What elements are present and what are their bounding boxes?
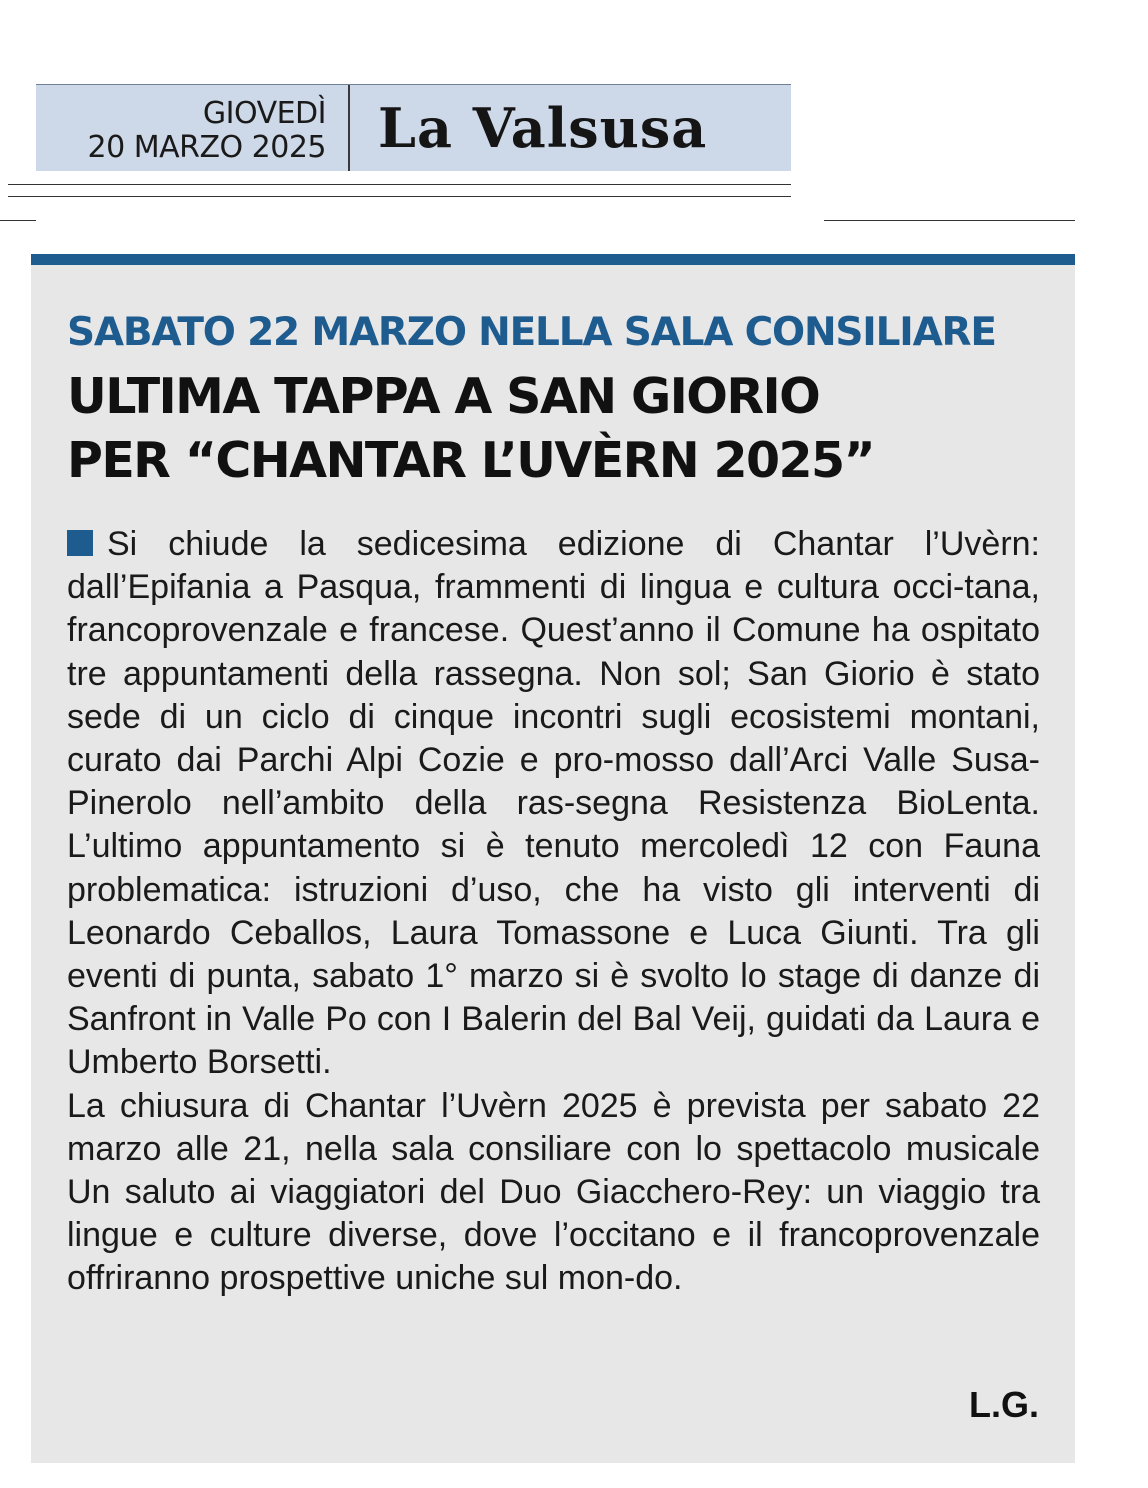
paragraph-marker-icon [67,530,93,556]
rule-line [0,220,36,221]
paragraph-text: Si chiude la sedicesima edizione di Chantar l’Uvèrn: dall’Epifania a Pasqua, frammenti di lingua e cultura occi-tana, francoprovenzale e francese. Quest’anno il Comune ha ospitato tre appuntamenti della rassegna. Non sol; San Giorio è stato sede di un ciclo di cinque incontri sugli ecosistemi montani, curato dai Parchi Alpi Cozie e pro-mosso dall’Arci Valle Susa-Pinerolo nell’ambito della ras-segna Resistenza BioLenta. L’ultimo appuntamento si è tenuto mercoledì 12 con Fauna problematica: istruzioni d’uso, che ha visto gli interventi di Leonardo Ceballos, Laura Tomassone e Luca Giunti. Tra gli eventi di punta, sabato 1° marzo si è svolto lo stage di danze di Sanfront in Valle Po con I Balerin del Bal Veij, guidati da Laura e Umberto Borsetti. [67,525,1040,1082]
rule-line [824,220,1075,221]
paragraph [67,523,1040,1085]
newspaper-logo: La Valsusa [378,96,708,160]
headline-line: PER “CHANTAR L’UVÈRN 2025” [67,432,875,489]
issue-date-text: 20 MARZO 2025 [87,130,326,165]
masthead [36,84,791,171]
article-top-bar [31,254,1075,265]
article-body [67,523,1040,1301]
article-kicker: SABATO 22 MARZO NELLA SALA CONSILIARE [67,310,996,355]
rule-line [8,184,791,185]
author-signature: L.G. [969,1384,1039,1425]
issue-date [36,97,326,165]
rule-line [8,196,791,197]
article [31,265,1075,1463]
headline-line: ULTIMA TAPPA A SAN GIORIO [67,368,820,425]
issue-day: GIOVEDÌ [202,96,326,131]
paragraph: La chiusura di Chantar l’Uvèrn 2025 è prevista per sabato 22 marzo alle 21, nella sala consiliare con lo spettacolo musicale Un saluto ai viaggiatori del Duo Giacchero-Rey: un viaggio tra lingue e culture diverse, dove l’occitano e il francoprovenzale offriranno prospettive uniche sul mon-do. [67,1086,1040,1298]
masthead-divider [348,85,350,171]
article-headline [67,365,874,493]
